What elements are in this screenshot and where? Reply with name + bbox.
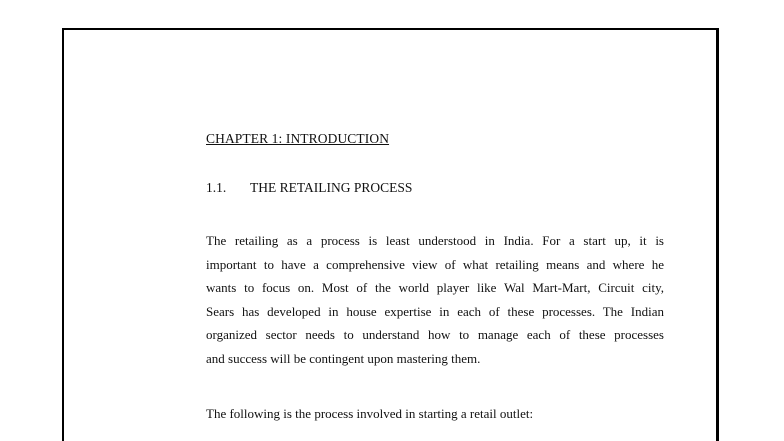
paragraph-line: and success will be contingent upon mastering them.: [206, 350, 481, 366]
chapter-title: CHAPTER 1: INTRODUCTION: [206, 131, 390, 146]
paragraph-line: organized sector needs to understand how to manage each of these processes: [206, 327, 664, 343]
body-paragraph: [206, 229, 664, 371]
section-heading: [206, 180, 412, 196]
paragraph-line: wants to focus on. Most of the world player like Wal Mart-Mart, Circuit city,: [206, 280, 664, 296]
paragraph-line: The retailing as a process is least understood in India. For a start up, it is: [206, 233, 664, 248]
section-title: THE RETAILING PROCESS: [250, 180, 413, 195]
body-paragraph: The following is the process involved in starting a retail outlet:: [206, 406, 534, 421]
paragraph-line: important to have a comprehensive view of what retailing means and where he: [206, 256, 664, 272]
paragraph-line: Sears has developed in house expertise in each of these processes. The Indian: [206, 303, 664, 319]
section-number: 1.1.: [206, 180, 227, 195]
